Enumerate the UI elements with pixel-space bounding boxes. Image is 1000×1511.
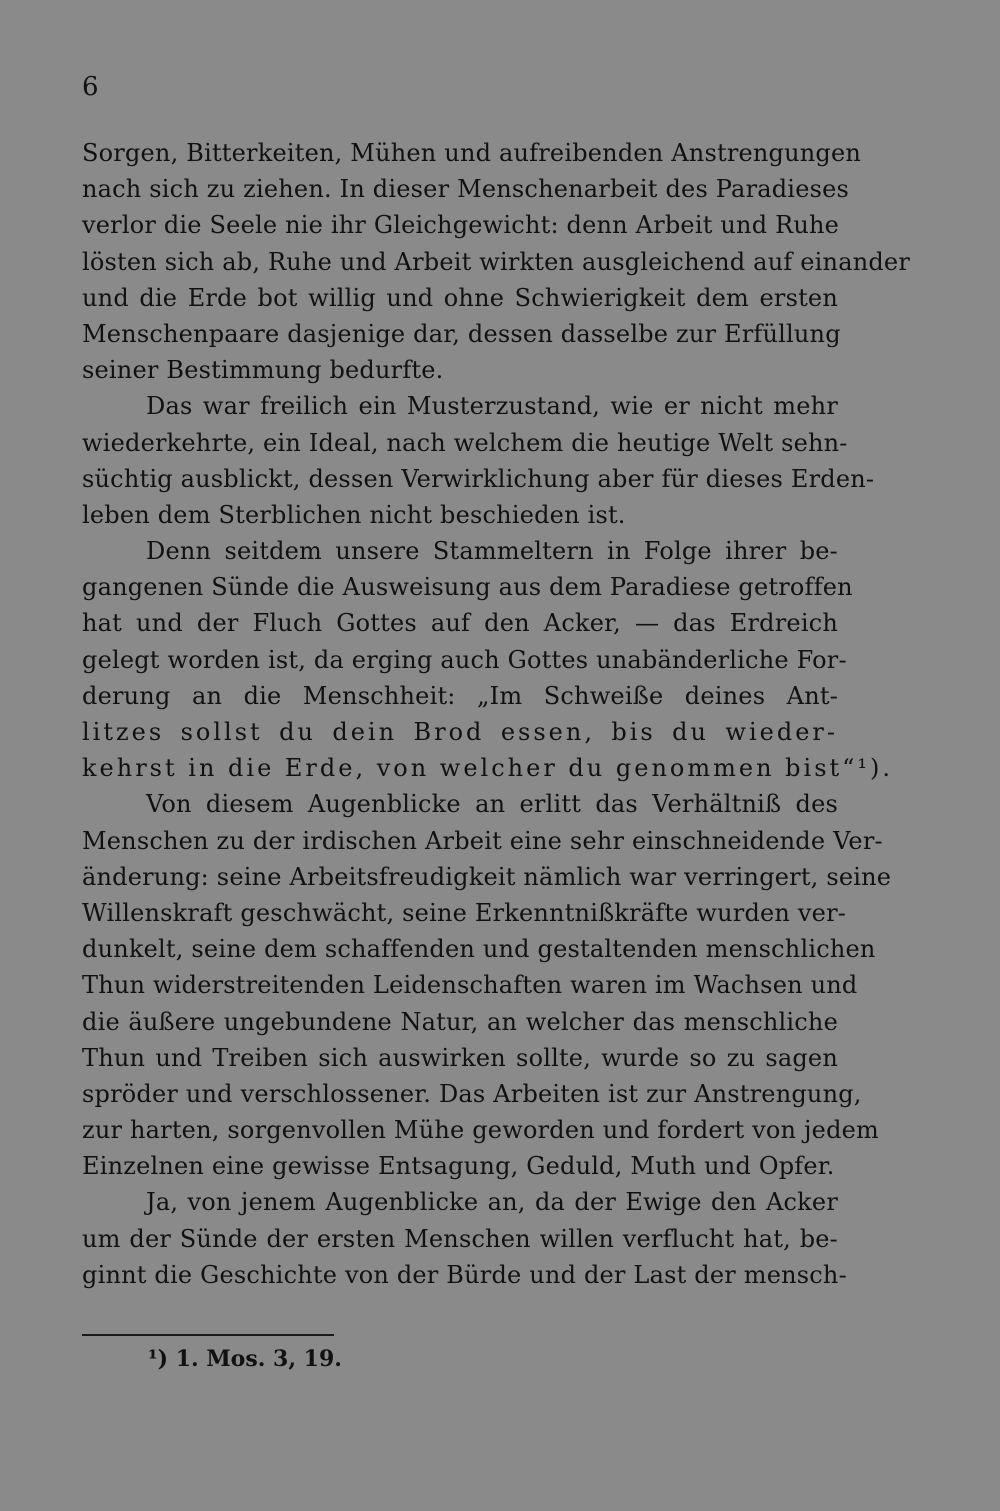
text-line: verlor die Seele nie ihr Gleichgewicht: denn Arbeit und Ruhe: [82, 211, 840, 240]
footnote-divider: [82, 1334, 334, 1336]
text-line: zur harten, sorgenvollen Mühe geworden und fordert von jedem: [82, 1116, 880, 1145]
paragraph-start-line: Von diesem Augenblicke an erlitt das Verhältniß des: [146, 790, 838, 819]
text-line: seiner Bestimmung bedurfte.: [82, 356, 444, 385]
paragraph-start-line: Ja, von jenem Augenblicke an, da der Ewige den Acker: [146, 1188, 838, 1217]
page-number: 6: [82, 72, 99, 102]
text-line: lösten sich ab, Ruhe und Arbeit wirkten ausgleichend auf einander: [82, 247, 911, 276]
text-line: hat und der Fluch Gottes auf den Acker, — das Erdreich: [82, 609, 838, 638]
text-line: Willenskraft geschwächt, seine Erkenntnißkräfte wurden ver-: [82, 898, 847, 927]
body-text: [82, 135, 911, 1293]
text-line: ginnt die Geschichte von der Bürde und der Last der mensch-: [82, 1260, 847, 1289]
text-line: gangenen Sünde die Ausweisung aus dem Paradiese getroffen: [82, 573, 853, 602]
text-line: derung an die Menschheit: „Im Schweiße deines Ant-: [82, 681, 838, 710]
text-line: Thun widerstreitenden Leidenschaften waren im Wachsen und: [82, 971, 858, 1000]
text-line: Einzelnen eine gewisse Entsagung, Geduld, Muth und Opfer.: [82, 1152, 835, 1181]
text-line: änderung: seine Arbeitsfreudigkeit nämlich war verringert, seine: [82, 862, 892, 891]
text-line: wiederkehrte, ein Ideal, nach welchem die heutige Welt sehn-: [82, 428, 848, 457]
text-line: leben dem Sterblichen nicht beschieden ist.: [82, 500, 626, 529]
quoted-text-line: kehrst in die Erde, von welcher du genommen bist“¹).: [82, 754, 894, 783]
quoted-text-line: litzes sollst du dein Brod essen, bis du wieder-: [82, 718, 838, 746]
footnote: ¹) 1. Mos. 3, 19.: [148, 1346, 342, 1372]
text-line: süchtig ausblickt, dessen Verwirklichung aber für dieses Erden-: [82, 464, 875, 493]
text-line: dunkelt, seine dem schaffenden und gestaltenden menschlichen: [82, 935, 876, 964]
text-line: Sorgen, Bitterkeiten, Mühen und aufreibenden Anstrengungen: [82, 139, 862, 167]
text-line: spröder und verschlossener. Das Arbeiten ist zur Anstrengung,: [82, 1079, 862, 1108]
text-line: und die Erde bot willig und ohne Schwierigkeit dem ersten: [82, 283, 838, 312]
paragraph-start-line: Denn seitdem unsere Stammeltern in Folge ihrer be-: [146, 537, 838, 566]
paragraph-start-line: Das war freilich ein Musterzustand, wie er nicht mehr: [146, 392, 838, 421]
text-line: Thun und Treiben sich auswirken sollte, wurde so zu sagen: [82, 1043, 838, 1072]
text-line: gelegt worden ist, da erging auch Gottes unabänderliche For-: [82, 645, 847, 674]
text-line: die äußere ungebundene Natur, an welcher das menschliche: [82, 1007, 838, 1036]
text-line: Menschenpaare dasjenige dar, dessen dasselbe zur Erfüllung: [82, 319, 841, 348]
text-line: Menschen zu der irdischen Arbeit eine sehr einschneidende Ver-: [82, 826, 883, 855]
text-line: um der Sünde der ersten Menschen willen verflucht hat, be-: [82, 1224, 838, 1253]
text-line: nach sich zu ziehen. In dieser Menschenarbeit des Paradieses: [82, 175, 850, 204]
